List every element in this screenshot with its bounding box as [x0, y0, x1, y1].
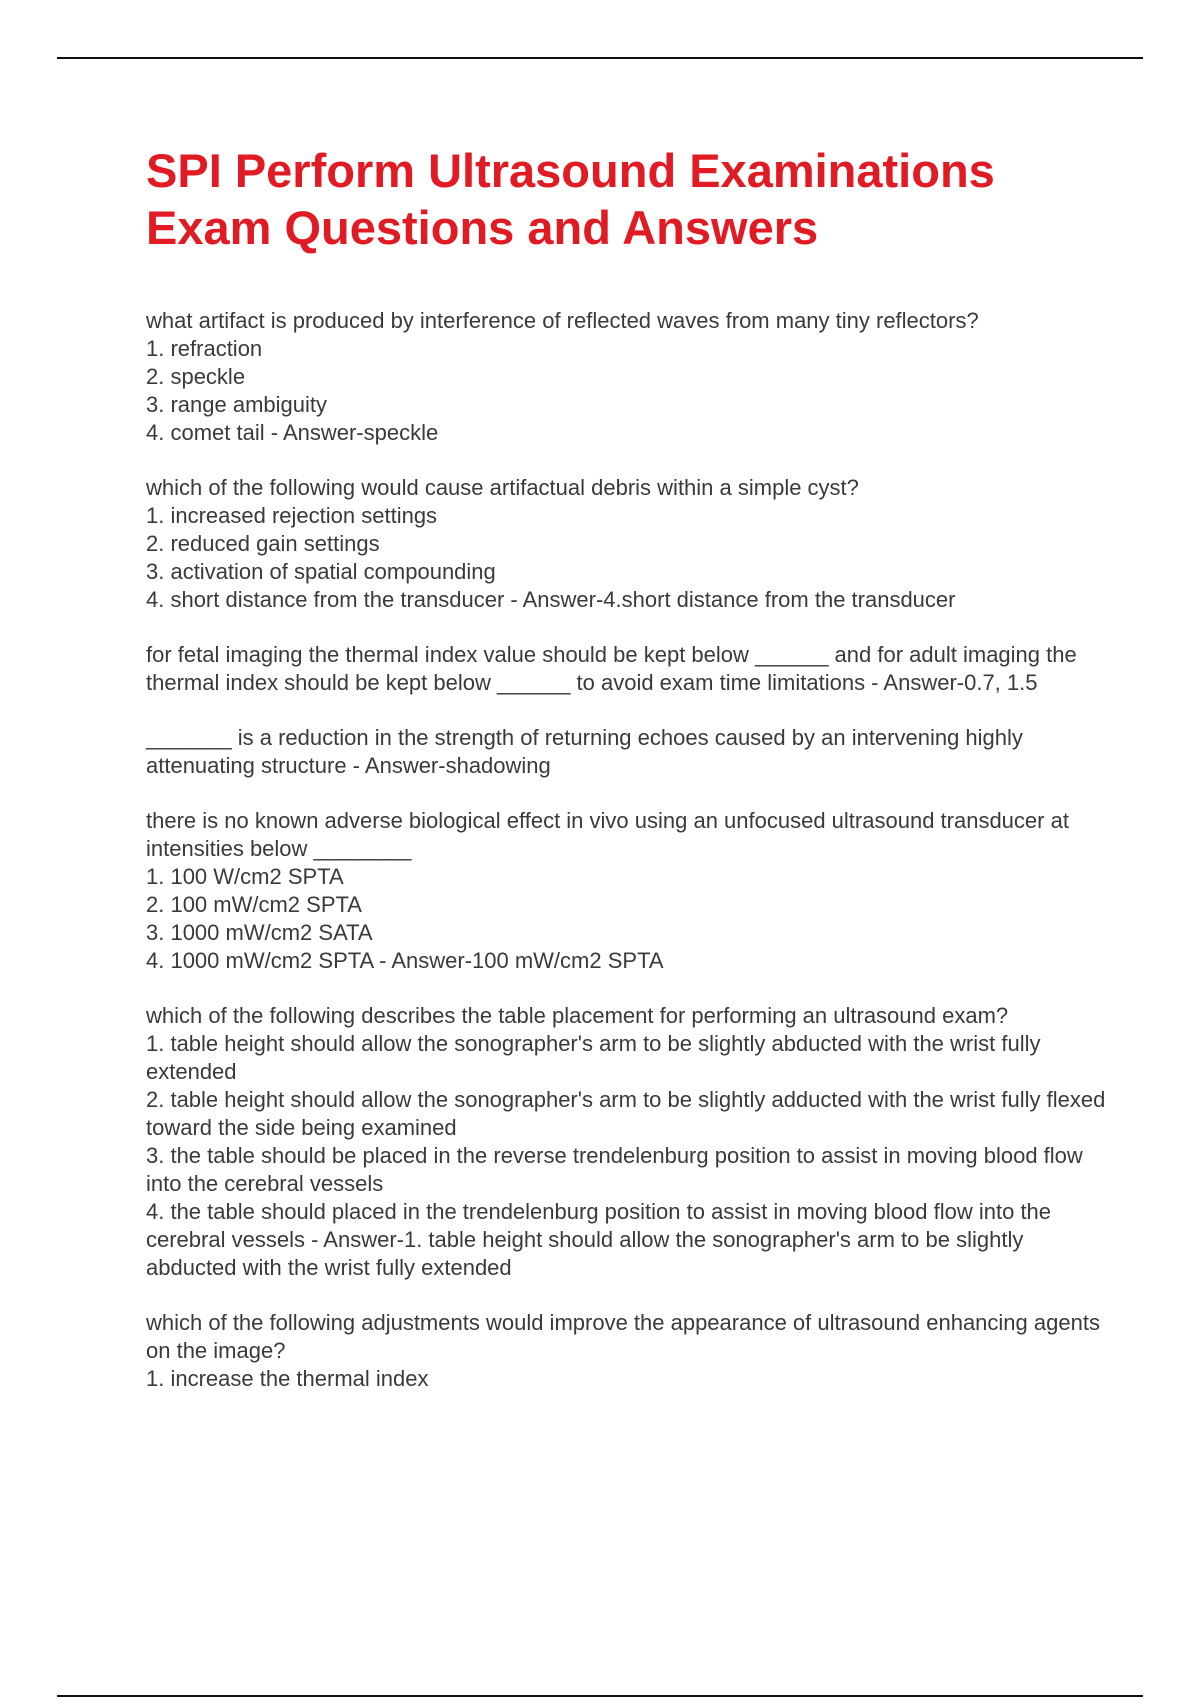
question-block — [146, 307, 1106, 447]
answer-option: 1. refraction — [146, 336, 263, 361]
question-list — [146, 307, 1106, 1393]
answer-option: 4. comet tail - Answer-speckle — [146, 420, 439, 445]
question-text: which of the following adjustments would improve the appearance of ultrasound enhancing agents on the image? — [146, 1310, 1100, 1363]
question-text: which of the following would cause artifactual debris within a simple cyst? — [146, 475, 859, 500]
answer-option: 2. 100 mW/cm2 SPTA — [146, 892, 362, 917]
question-text: for fetal imaging the thermal index value should be kept below ______ and for adult imaging the thermal index should be kept below ______ to avoid exam time limitations - Answer-0.7, 1.5 — [146, 642, 1077, 695]
document-body — [146, 142, 1106, 1420]
answer-option: 1. increase the thermal index — [146, 1366, 429, 1391]
answer-option: 2. speckle — [146, 364, 246, 389]
answer-option: 2. reduced gain settings — [146, 531, 380, 556]
question-block — [146, 474, 1106, 614]
question-text: what artifact is produced by interference of reflected waves from many tiny reflectors? — [146, 308, 979, 333]
bottom-rule — [57, 1695, 1143, 1697]
question-text: there is no known adverse biological effect in vivo using an unfocused ultrasound transducer at intensities below ________ — [146, 808, 1069, 861]
answer-option: 4. the table should placed in the trendelenburg position to assist in moving blood flow into the cerebral vessels - Answer-1. table height should allow the sonographer's arm to be slightly abducted with the wrist fully extended — [146, 1199, 1052, 1280]
answer-option: 1. 100 W/cm2 SPTA — [146, 864, 344, 889]
answer-option: 3. the table should be placed in the reverse trendelenburg position to assist in moving blood flow into the cerebral vessels — [146, 1143, 1083, 1196]
answer-option: 3. 1000 mW/cm2 SATA — [146, 920, 373, 945]
answer-option: 1. table height should allow the sonographer's arm to be slightly abducted with the wrist fully extended — [146, 1031, 1041, 1084]
question-block — [146, 1309, 1106, 1393]
answer-option: 3. range ambiguity — [146, 392, 327, 417]
question-block — [146, 641, 1106, 697]
answer-option: 4. 1000 mW/cm2 SPTA - Answer-100 mW/cm2 SPTA — [146, 948, 664, 973]
question-text: _______ is a reduction in the strength of returning echoes caused by an intervening highly attenuating structure - Answer-shadowing — [146, 725, 1023, 778]
question-block — [146, 1002, 1106, 1282]
answer-option: 2. table height should allow the sonographer's arm to be slightly adducted with the wrist fully flexed toward the side being examined — [146, 1087, 1106, 1140]
answer-option: 3. activation of spatial compounding — [146, 559, 496, 584]
question-text: which of the following describes the table placement for performing an ultrasound exam? — [146, 1003, 1009, 1028]
question-block — [146, 724, 1106, 780]
top-rule — [57, 57, 1143, 59]
question-block — [146, 807, 1106, 975]
document-title — [146, 142, 1106, 256]
title-line: SPI Perform Ultrasound Examinations — [146, 144, 995, 197]
answer-option: 1. increased rejection settings — [146, 503, 438, 528]
answer-option: 4. short distance from the transducer - Answer-4.short distance from the transducer — [146, 587, 956, 612]
title-line: Exam Questions and Answers — [146, 201, 819, 254]
